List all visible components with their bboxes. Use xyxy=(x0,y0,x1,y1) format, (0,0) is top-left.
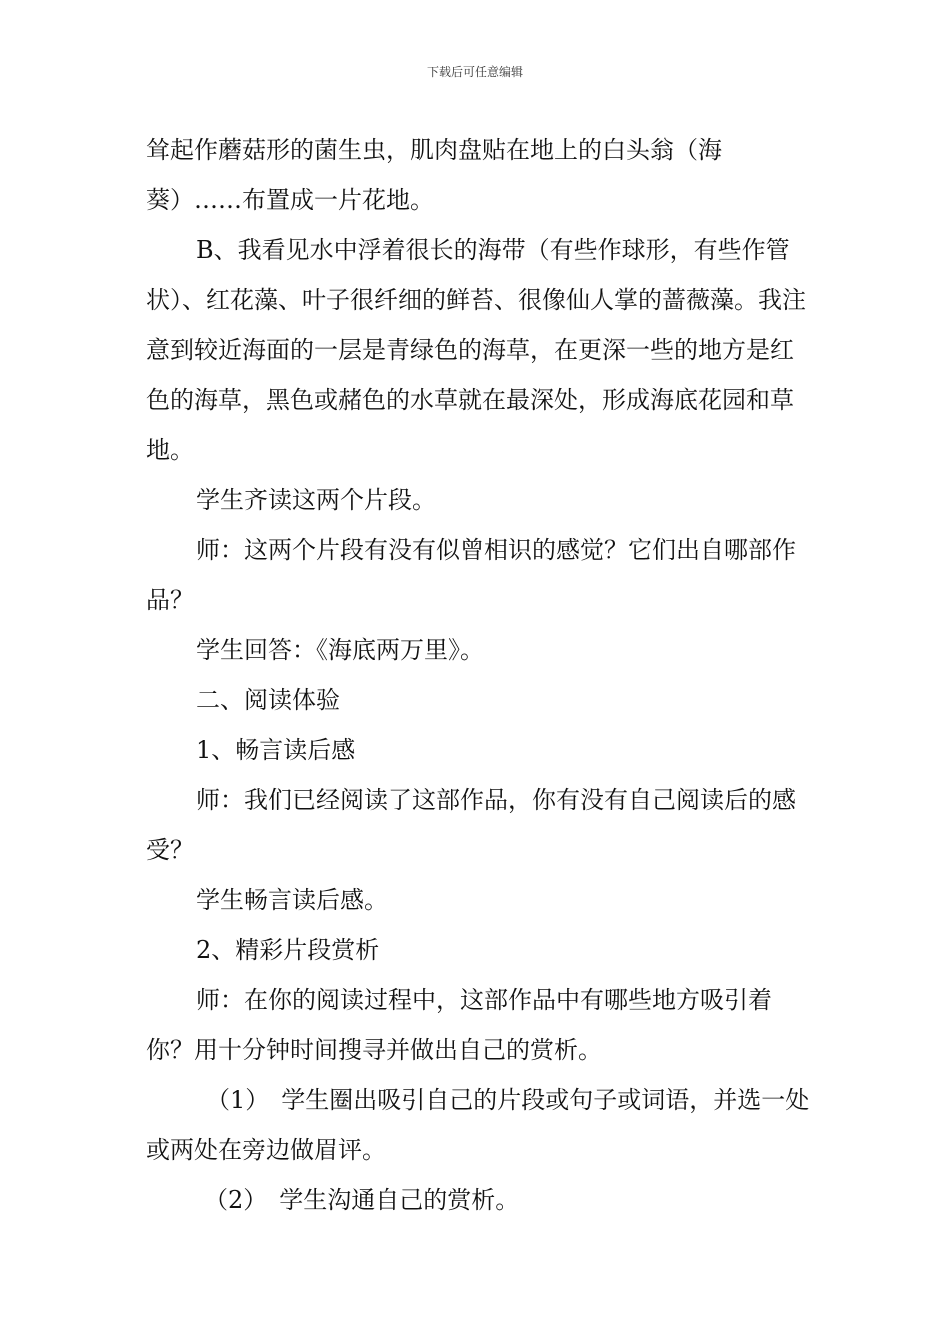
paragraph-seaweed: B、我看见水中浮着很长的海带（有些作球形，有些作管状）、红花藻、叶子很纤细的鲜苔、很像仙人掌的蔷薇藻。我注意到较近海面的一层是青绿色的海草，在更深一些的地方是红色的海草，黑色或赭色的水草就在最深处，形成海底花园和草地。 xyxy=(146,236,806,464)
paragraph-student-answer: 学生回答：《海底两万里》。 xyxy=(196,636,484,664)
paragraph-students-read: 学生齐读这两个片段。 xyxy=(196,486,436,514)
paragraph-teacher-instruction: 师：在你的阅读过程中，这部作品中有哪些地方吸引着你？用十分钟时间搜寻并做出自己的赏析。 xyxy=(146,986,772,1064)
paragraph-students-share: 学生畅言读后感。 xyxy=(196,886,388,914)
subheading-passage-analysis: 2、精彩片段赏析 xyxy=(196,936,380,964)
paragraph-sea-anemone: 耸起作蘑菇形的菌生虫，肌肉盘贴在地上的白头翁（海葵）……布置成一片花地。 xyxy=(146,136,722,214)
list-item-step-2: （2） 学生沟通自己的赏析。 xyxy=(204,1186,520,1214)
document-body xyxy=(146,125,810,1225)
list-item-step-1: （1） 学生圈出吸引自己的片段或句子或词语，并选一处或两处在旁边做眉评。 xyxy=(146,1086,810,1164)
subheading-reading-thoughts: 1、畅言读后感 xyxy=(196,736,356,764)
paragraph-teacher-question: 师：这两个片段有没有似曾相识的感觉？它们出自哪部作品？ xyxy=(146,536,796,614)
section-heading-reading-experience: 二、阅读体验 xyxy=(196,686,340,714)
page-header: 下载后可任意编辑 xyxy=(426,65,523,79)
paragraph-teacher-feelings: 师：我们已经阅读了这部作品，你有没有自己阅读后的感受？ xyxy=(146,786,796,864)
